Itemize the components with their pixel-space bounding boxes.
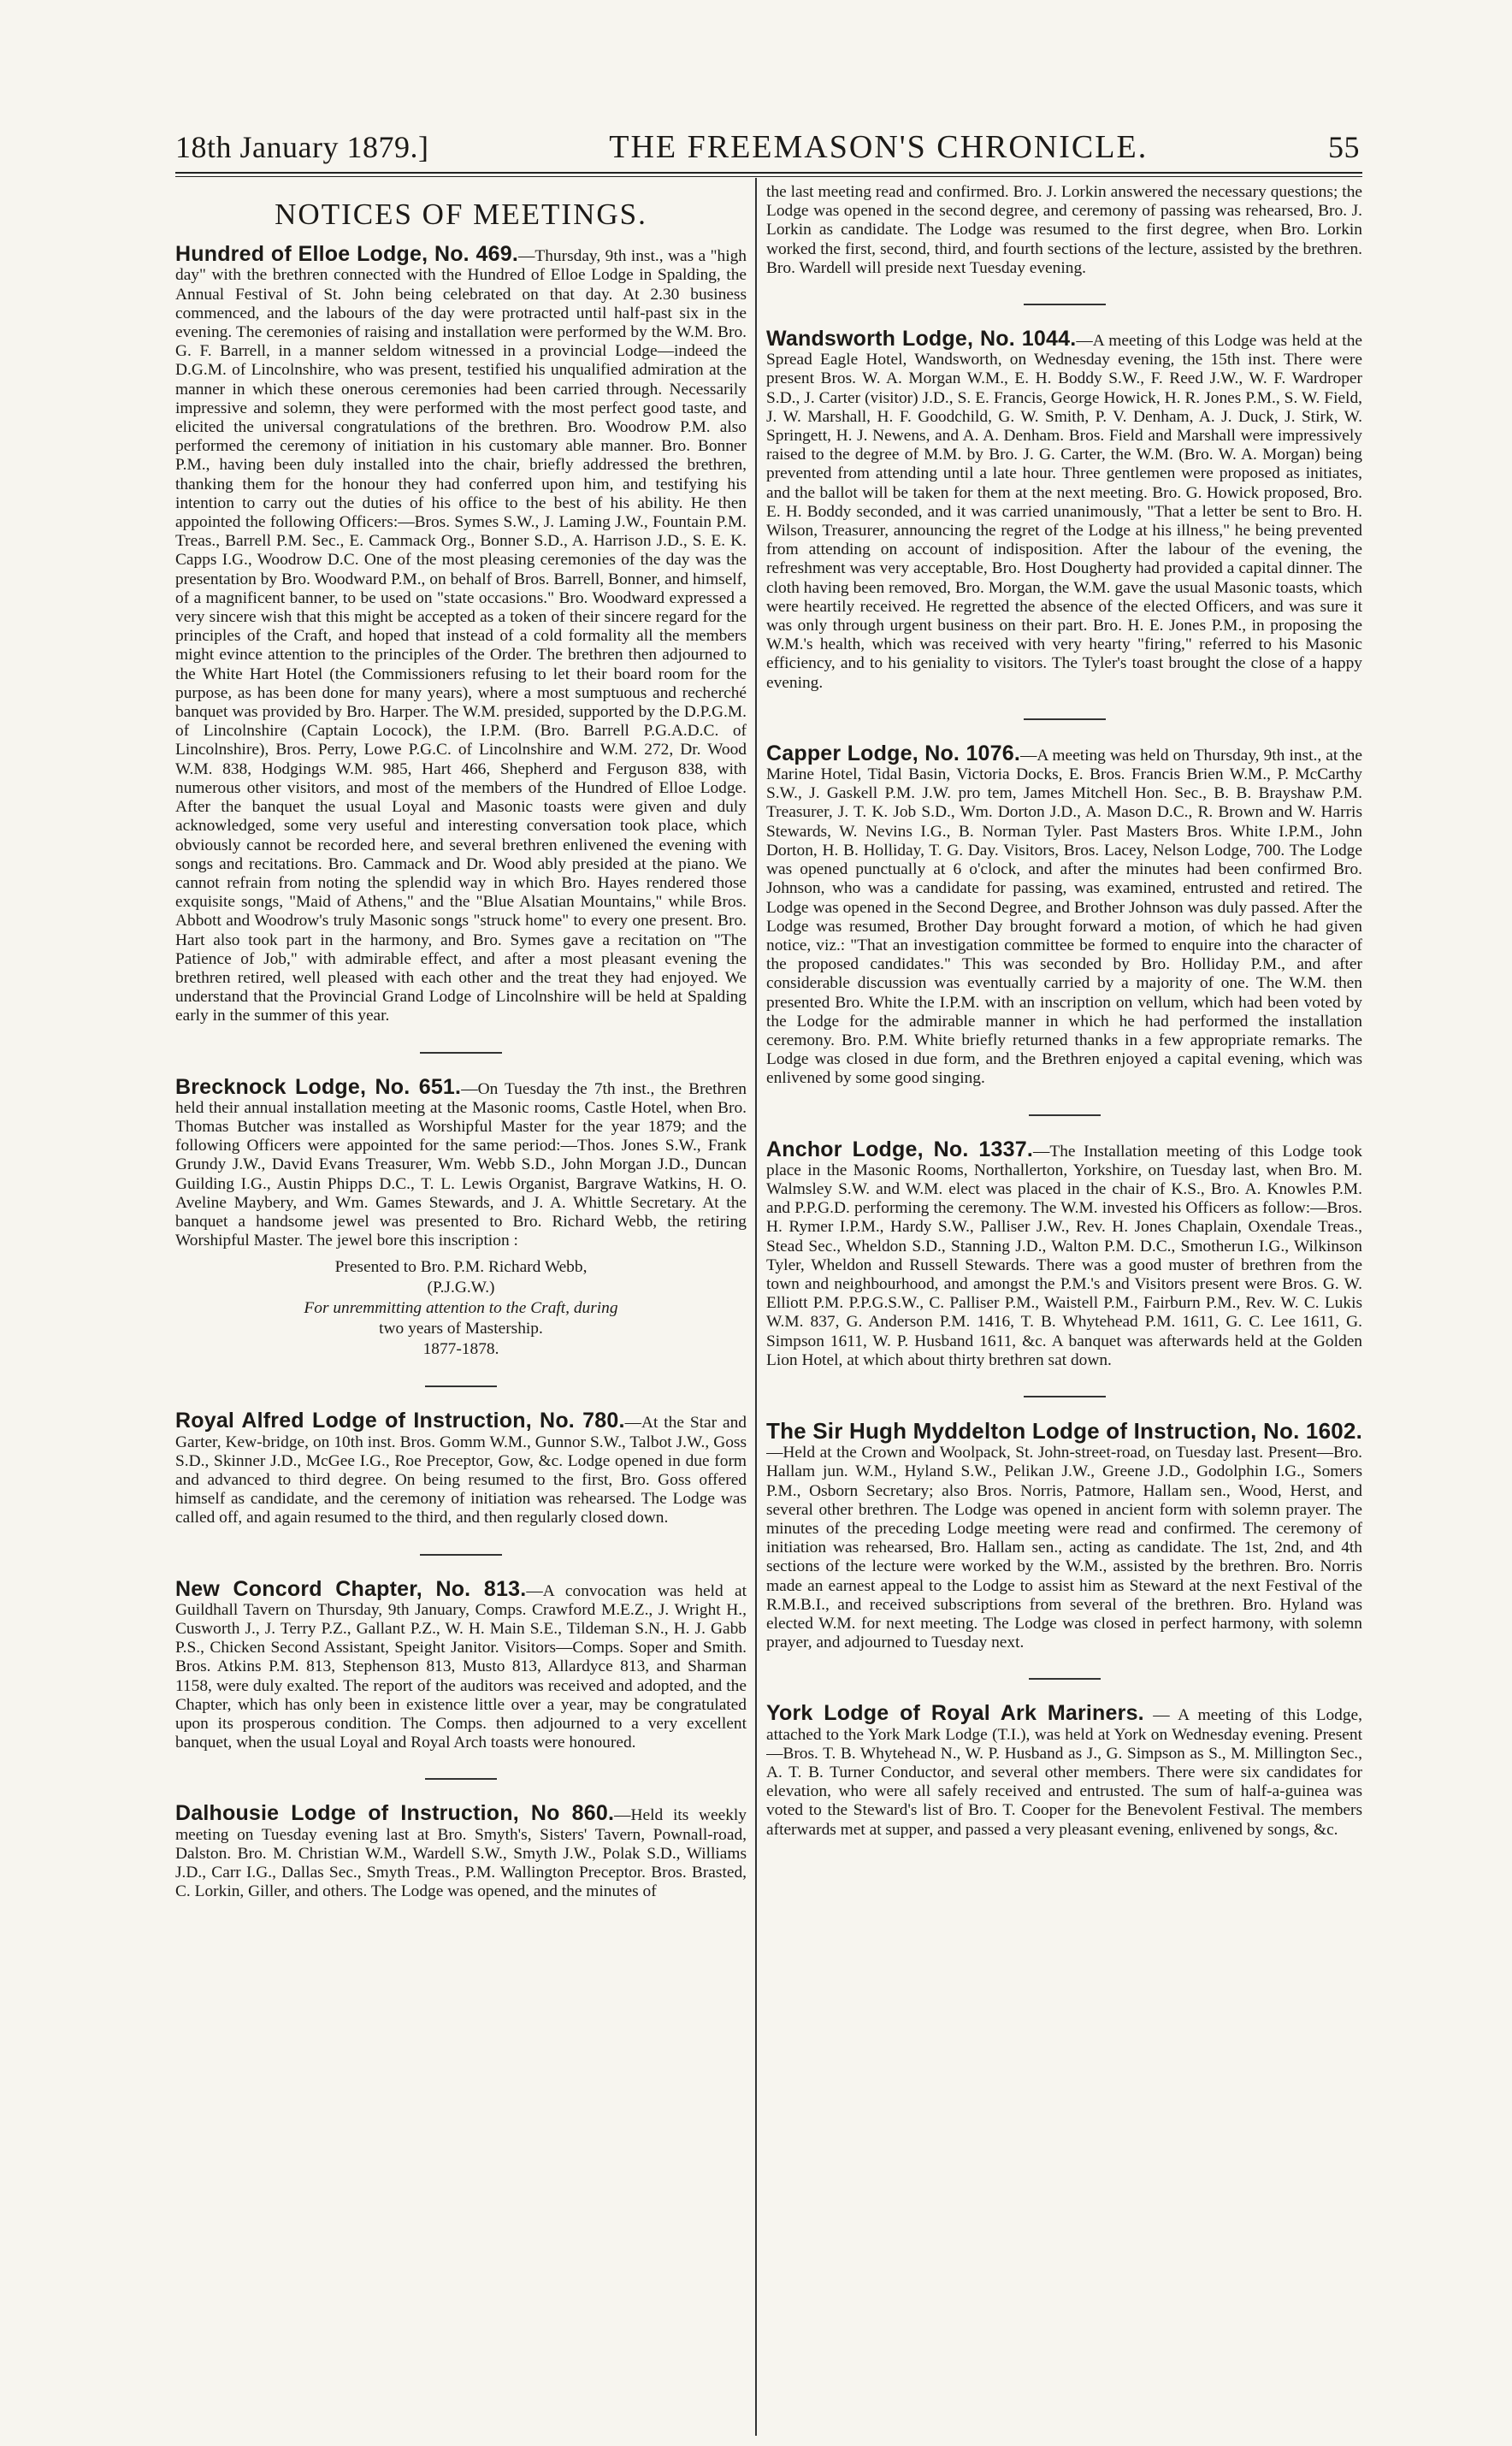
- article-text: —A convocation was held at Guildhall Tavern on Thursday, 9th January, Comps. Crawford M.E.Z., J. Wright H., Cusworth J., J. Terry P.Z., Gallant P.Z., W. H. Main S.E., Tildeman S.N., H. J. Gabb P.S., Chicken Second Assistant, Speight Janitor. Visitors—Comps. Soper and Smith. Bros. Atkins P.M. 813, Stephenson 813, Musto 813, Allardyce 813, and Sharman 1158, were duly exalted. The report of the auditors was received and adopted, and the Chapter, which has only been in existence little over a year, may be congratulated upon its prosperous condition. The Comps. then adjourned to a very excellent banquet, when the usual Loyal and Royal Arch toasts were honoured.: [175, 1581, 747, 1752]
- inscription-line: Presented to Bro. P.M. Richard Webb,: [334, 1258, 588, 1277]
- article-anchor: [766, 1137, 1362, 1370]
- article-separator: [420, 1554, 502, 1556]
- inscription-line: (P.J.G.W.): [427, 1279, 495, 1297]
- article-body: [175, 242, 747, 1025]
- article-york: [766, 1701, 1362, 1839]
- article-body: [766, 329, 1362, 693]
- inscription-line: 1877-1878.: [422, 1340, 499, 1359]
- article-body: [766, 1701, 1362, 1839]
- article-capper: [766, 741, 1362, 1089]
- masthead-rule: [175, 172, 1362, 174]
- article-separator: [1024, 304, 1106, 305]
- article-title: York Lodge of Royal Ark Mariners.: [766, 1701, 1144, 1726]
- article-text: —A meeting was held on Thursday, 9th inst., at the Marine Hotel, Tidal Basin, Victoria Docks, E. Bros. Francis Brien W.M., P. McCarthy S.W., J. Gaskell P.M. J.W. pro tem, James Mitchell Hon. Sec., B. B. Brayshaw P.M. Treasurer, J. T. K. Job S.D., Wm. Dorton J.D., A. Mason D.C., R. Brown and W. Harris Stewards, W. Nevins I.G., B. Norman Tyler. Past Masters Bros. White I.P.M., John Dorton, H. B. Holliday, T. G. Day. Visitors, Bros. Lacey, Nelson Lodge, 700. The Lodge was opened punctually at 6 o'clock, and after the minutes had been confirmed Bro. Johnson, who was a candidate for passing, was examined, entrusted and retired. The Lodge was opened in the Second Degree, and Brother Johnson was duly passed. After the Lodge was resumed, Brother Day brought forward a motion, of which he had given notice, viz.: "That an investigation committee be formed to enquire into the character of the proposed candidates." This was seconded by Bro. Holliday P.M., and after considerable discussion was eventually carried by a majority of one. The W.M. then presented Bro. White the I.P.M. with an inscription on vellum, which had been voted by the Lodge for the admirable manner in which he had performed the installation ceremony. Bro. P.M. White briefly returned thanks in a few appropriate remarks. The Lodge was closed in due form, and the Brethren enjoyed a capital evening, which was enlivened by some good singing.: [766, 746, 1362, 1088]
- article-separator: [425, 1385, 497, 1387]
- article-body: [766, 1417, 1362, 1652]
- section-heading: NOTICES OF MEETINGS.: [275, 198, 647, 231]
- article-separator: [425, 1778, 497, 1780]
- article-elloe: [175, 242, 747, 1025]
- article-body: [175, 1411, 747, 1527]
- article-title: Brecknock Lodge, No. 651.: [175, 1074, 462, 1099]
- masthead-rule-thin: [175, 176, 1362, 177]
- article-body: [766, 1137, 1362, 1370]
- issue-date: 18th January 1879.]: [175, 130, 429, 164]
- masthead: [175, 128, 1360, 168]
- article-text: —The Installation meeting of this Lodge took place in the Masonic Rooms, Northallerton, Yorkshire, on Tuesday last, when Bro. M. Walmsley S.W. and W.M. elect was placed in the chair of K.S., Bro. A. Knowles P.M. and P.P.G.D. performing the ceremony. The W.M. invested his Officers as follow:—Bros. H. Rymer I.P.M., Hardy S.W., Palliser J.W., Rev. H. Jones Chaplain, Oxendale Treas., Stead Sec., Wheldon S.D., Stanning J.D., Walton P.M. D.C., Smotherun I.G., Wilkinson Tyler, Wheldon and Russell Stewards. There was a good muster of brethren from the town and neighbourhood, and amongst the P.M.'s and Visitors present were Bros. G. W. Elliott P.M. P.P.G.S.W., C. Palliser P.M., Waistell P.M., Fairburn P.M., Rev. W. C. Lukis W.M. 837, G. Anderson P.M. 1416, T. B. Whytehead P.M. 1611, G. C. Lee 1611, G. Simpson 1611, W. P. Husband 1611, &c. A banquet was afterwards held at the Golden Lion Hotel, at which about thirty brethren sat down.: [766, 1142, 1362, 1369]
- column-divider: [755, 178, 757, 2436]
- article-title: Dalhousie Lodge of Instruction, No 860.: [175, 1801, 615, 1826]
- article-body: [175, 1801, 747, 1901]
- article-separator: [1029, 1678, 1101, 1680]
- article-myddelton: [766, 1417, 1362, 1652]
- inscription-line: two years of Mastership.: [379, 1320, 543, 1338]
- article-title: Anchor Lodge, No. 1337.: [766, 1137, 1033, 1161]
- article-body: [175, 1074, 747, 1251]
- publication-title: THE FREEMASON'S CHRONICLE.: [609, 129, 1149, 165]
- article-text: —Held at the Crown and Woolpack, St. John-street-road, on Tuesday last. Present—Bro. Hallam jun. W.M., Hyland S.W., Pelikan J.W., Greene J.D., Godolphin I.G., Somers P.M., Osborn Secretary; also Bros. Norris, Patmore, Hallam sen., Wood, Herst, and several other brethren. The Lodge was opened in ancient form with solemn prayer. The minutes of the preceding Lodge meeting were read and confirmed. The ceremony of initiation was rehearsed, Bro. Hallam sen., acting as candidate. The 1st, 2nd, and 4th sections of the lecture were worked by the W.M., assisted by the brethren. Bro. Norris made an earnest appeal to the Lodge to assist him as Steward at the next Festival of the R.M.B.I., and received subscriptions from several of the brethren. Bro. Hyland was elected W.M. for next meeting. The Lodge was closed in perfect harmony, with solemn prayer, and adjourned to Tuesday next.: [766, 1444, 1362, 1652]
- article-text: —At the Star and Garter, Kew-bridge, on 10th inst. Bros. Gomm W.M., Gunnor S.W., Talbot J.W., Goss S.D., Skinner J.D., McGee I.G., Roe Preceptor, Gow, &c. Lodge opened in due form and advanced to third degree. On being resumed to the first, Bro. Goss offered himself as candidate, and the ceremony of initiation was rehearsed. The Lodge was called off, and again resumed to the third, and then regularly closed down.: [175, 1414, 747, 1527]
- jewel-inscription: [175, 1257, 747, 1360]
- article-title: Hundred of Elloe Lodge, No. 469.: [175, 242, 518, 267]
- article-title: Wandsworth Lodge, No. 1044.: [766, 327, 1077, 352]
- left-column: [175, 183, 747, 2441]
- article-text: —A meeting of this Lodge was held at the Spread Eagle Hotel, Wandsworth, on Wednesday evening, the 15th inst. There were present Bros. W. A. Morgan W.M., E. H. Boddy S.W., F. Reed J.W., W. F. Wardroper S.D., J. Carter (visitor) J.D., S. E. Francis, George Howick, H. R. Jones P.M., S. W. Field, J. W. Marshall, H. F. Goodchild, G. W. Smith, P. V. Denham, A. J. Duck, J. Stirk, W. Springett, H. J. Newens, and A. A. Denham. Bros. Field and Marshall were impressively raised to the degree of M.M. by Bro. J. G. Carter, the W.M. (Bro. W. A. Morgan) being prevented from attending until a late hour. Three gentlemen were proposed as initiates, and the ballot will be taken for them at the next meeting. Bro. G. Howick proposed, Bro. E. H. Boddy seconded, and it was carried unanimously, "That a letter be sent to Bro. H. Wilson, Treasurer, announcing the regret of the Lodge at his illness," he being prevented from attending on account of indisposition. After the labour of the evening, the refreshment was very acceptable, Bro. Host Dougherty had provided a capital dinner. The cloth having been removed, Bro. Morgan, the W.M. gave the usual Masonic toasts, which were heartily received. He regretted the absence of the elected Officers, and was sure it was only through urgent business on their part. Bro. H. E. Jones P.M., in proposing the W.M.'s health, which was received with very hearty "firing," referred to his Masonic efficiency, and to his geniality to visitors. The Tyler's toast brought the close of a happy evening.: [766, 332, 1362, 692]
- article-title: New Concord Chapter, No. 813.: [175, 1576, 527, 1601]
- article-text: the last meeting read and confirmed. Bro. J. Lorkin answered the necessary questions; the Lodge was opened in the second degree, and ceremony of passing was rehearsed, Bro. J. Lorkin as candidate. The Lodge was resumed to the first degree, when Bro. Lorkin worked the first, second, third, and fourth sections of the lecture, assisted by the brethren. Bro. Wardell will preside next Tuesday evening.: [766, 183, 1362, 277]
- article-brecknock: [175, 1074, 747, 1361]
- article-text: —Thursday, 9th inst., was a "high day" with the brethren connected with the Hundred of Elloe Lodge in Spalding, the Annual Festival of St. John being celebrated on that day. At 2.30 business commenced, and the labours of the day were protracted until half-past six in the evening. The ceremonies of raising and installation were performed by the W.M. Bro. G. F. Barrell, in a manner seldom witnessed in a provincial Lodge—indeed the D.G.M. of Lincolnshire, who was present, testified his unqualified admiration at the manner in which these onerous ceremonies had been carried through. Necessarily impressive and solemn, they were performed with the most perfect good taste, and elicited the universal congratulations of the brethren. Bro. Woodrow P.M. also performed the ceremony of initiation in his customary able manner. Bro. Bonner P.M., having been duly installed into the chair, briefly addressed the brethren, thanking them for the honour they had conferred upon him, and testifying his intention to carry out the duties of his office to the best of his ability. He then appointed the following Officers:—Bros. Symes S.W., J. Laming J.W., Fountain P.M. Treas., Barrell P.M. Sec., E. Cammack Org., Bonner S.D., A. Harrison J.D., S. E. K. Capps I.G., Woodrow D.C. One of the most pleasing ceremonies of the day was the presentation by Bro. Woodward P.M., on behalf of Bros. Barrell, Bonner, and himself, of a magnificent banner, to be used on "state occasions." Bro. Woodward expressed a very sincere wish that this might be accepted as a token of their sincere regard for the principles of the Craft, and hoped that instead of a cold formality all the members might evince attention to the principles of the Order. The brethren then adjourned to the White Hart Hotel (the Commissioners refusing to let their board room for the purpose, as has been done for many years), where a most sumptuous and recherché banquet was provided by Bro. Harper. The W.M. presided, supported by the D.P.G.M. of Lincolnshire (Captain Locock), the I.P.M. (Bro. Barrell P.G.A.D.C. of Lincolnshire), Bros. Perry, Lowe P.G.C. of Lincolnshire and W.M. 272, Dr. Wood W.M. 838, Hodgings W.M. 985, Hart 466, Shepherd and Ferguson 838, with numerous other visitors, and most of the members of the Hundred of Elloe Lodge. After the banquet the usual Loyal and Masonic toasts were given and duly acknowledged, some very useful and interesting conversation took place, which obviously cannot be recorded here, and several brethren enlivened the evening with songs and recitations. Bro. Cammack and Dr. Wood ably presided at the piano. We cannot refrain from noting the splendid way in which Bro. Hayes rendered those exquisite songs, "Maid of Athens," and the "Blue Alsatian Mountains," while Bros. Abbott and Woodrow's truly Masonic songs "struck home" to every one present. Bro. Hart also took part in the harmony, and Bro. Symes gave a recitation on "The Patience of Job," with admirable effect, and after a most pleasant evening the brethren retired, well pleased with each other and the treat they had enjoyed. We understand that the Provincial Grand Lodge of Lincolnshire will be held at Spalding early in the summer of this year.: [175, 247, 747, 1025]
- article-title: The Sir Hugh Myddelton Lodge of Instruction, No. 1602.: [766, 1417, 1362, 1444]
- article-text: —Held its weekly meeting on Tuesday evening last at Bro. Smyth's, Sisters' Tavern, Pownall-road, Dalston. Bro. M. Christian W.M., Wardell S.W., Smyth J.W., Polak S.D., Williams J.D., Carr I.G., Dallas Sec., Smyth Treas., P.M. Wallington Preceptor. Bros. Brasted, C. Lorkin, Giller, and others. The Lodge was opened, and the minutes of: [175, 1806, 747, 1901]
- inscription-line: For unremmitting attention to the Craft, during: [304, 1299, 618, 1318]
- article-body: [175, 1576, 747, 1753]
- article-continuation: [766, 183, 1362, 278]
- article-text: — A meeting of this Lodge, attached to the York Mark Lodge (T.I.), was held at York on Wednesday evening. Present—Bros. T. B. Whytehead N., W. P. Husband as J., G. Simpson as S., M. Millington Sec., A. T. B. Turner Conductor, and several other members. There were six candidates for elevation, who were all safely received and entrusted. The sum of half-a-guinea was voted to the Steward's list of Bro. T. Cooper for the Benevolent Festival. The members afterwards met at supper, and passed a very pleasant evening, enlivened by songs, &c.: [766, 1706, 1362, 1839]
- article-royal-alfred: [175, 1411, 747, 1527]
- right-column: [766, 183, 1362, 2441]
- article-separator: [420, 1052, 502, 1054]
- article-new-concord: [175, 1576, 747, 1753]
- article-separator: [1024, 1396, 1106, 1397]
- article-body: [766, 741, 1362, 1089]
- article-separator: [1029, 1114, 1101, 1116]
- article-text: —On Tuesday the 7th inst., the Brethren held their annual installation meeting at the Masonic rooms, Castle Hotel, when Bro. Thomas Butcher was installed as Worshipful Master for the year 1879; and the following Officers were appointed for the same period:—Thos. Jones S.W., Frank Grundy J.W., David Evans Treasurer, Wm. Webb S.D., John Morgan J.D., Duncan Guilding I.G., Austin Phipps D.C., T. L. Lewis Organist, Bargrave Watkins, H. O. Aveline Maybery, and Wm. Games Stewards, and J. A. Whittle Secretary. At the banquet a handsome jewel was presented to Bro. Richard Webb, the retiring Worshipful Master. The jewel bore this inscription :: [175, 1079, 747, 1250]
- article-wandsworth: [766, 329, 1362, 693]
- article-title: Royal Alfred Lodge of Instruction, No. 780.: [175, 1409, 625, 1433]
- article-dalhousie: [175, 1801, 747, 1901]
- page-number: 55: [1328, 130, 1360, 164]
- article-title: Capper Lodge, No. 1076.: [766, 741, 1020, 765]
- article-separator: [1024, 718, 1106, 720]
